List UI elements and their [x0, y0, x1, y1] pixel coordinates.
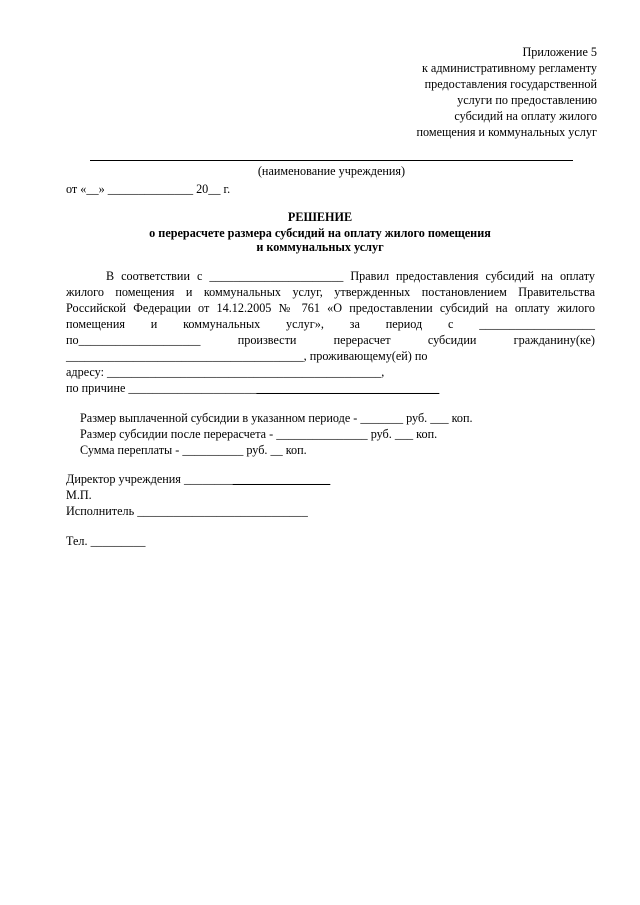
appendix-line-2: к административному регламенту [421, 61, 597, 75]
document-subtitle-1: о перерасчете размера субсидий на оплату жилого помещения [149, 226, 491, 240]
appendix-line-5: субсидий на оплату жилого [454, 109, 597, 123]
reason-line: ______________________________ [256, 381, 440, 395]
body-line-8 [66, 381, 439, 395]
executor-signature: Исполнитель ____________________________ [66, 504, 308, 518]
director-label: Директор учреждения ________ [66, 472, 233, 486]
reason-field: по причине _____________________ [66, 381, 257, 395]
decision-date: от «__» ______________ 20__ г. [66, 182, 231, 196]
document-title: РЕШЕНИЕ [287, 210, 353, 224]
body-line-6: _______________________________________, проживающему(ей) по [66, 349, 428, 363]
appendix-line-3: предоставления государственной [424, 77, 597, 91]
body-line-5: по____________________ произвести перерасчет субсидии гражданину(ке) [66, 333, 595, 347]
body-line-1: В соответствии с ______________________ Правил предоставления субсидий на оплату [106, 269, 595, 283]
stamp-label: М.П. [66, 488, 92, 502]
body-line-2: жилого помещения и коммунальных услуг, утвержденных постановлением Правительства [66, 285, 595, 299]
body-line-3: Российской Федерации от 14.12.2005 № 761 «О предоставлении субсидий на оплату жилого [66, 301, 595, 315]
amount-paid-line: Размер выплаченной субсидии в указанном периоде - _______ руб. ___ коп. [80, 411, 473, 425]
director-signature-line: ________________ [232, 472, 331, 486]
appendix-line-4: услуги по предоставлению [457, 93, 597, 107]
appendix-line-1: Приложение 5 [522, 45, 597, 59]
institution-caption: (наименование учреждения) [257, 164, 406, 178]
document-subtitle-2: и коммунальных услуг [256, 240, 384, 254]
body-line-7: адресу: _____________________________________________, [66, 365, 385, 379]
body-line-4: помещения и коммунальных услуг», за период с ___________________ [66, 317, 595, 331]
director-signature [66, 472, 330, 486]
amount-recalculated-line: Размер субсидии после перерасчета - _______________ руб. ___ коп. [80, 427, 438, 441]
overpayment-line: Сумма переплаты - __________ руб. __ коп. [80, 443, 307, 457]
institution-name-line [90, 160, 573, 161]
appendix-line-6: помещения и коммунальных услуг [416, 125, 597, 139]
phone-field: Тел. _________ [66, 534, 146, 548]
